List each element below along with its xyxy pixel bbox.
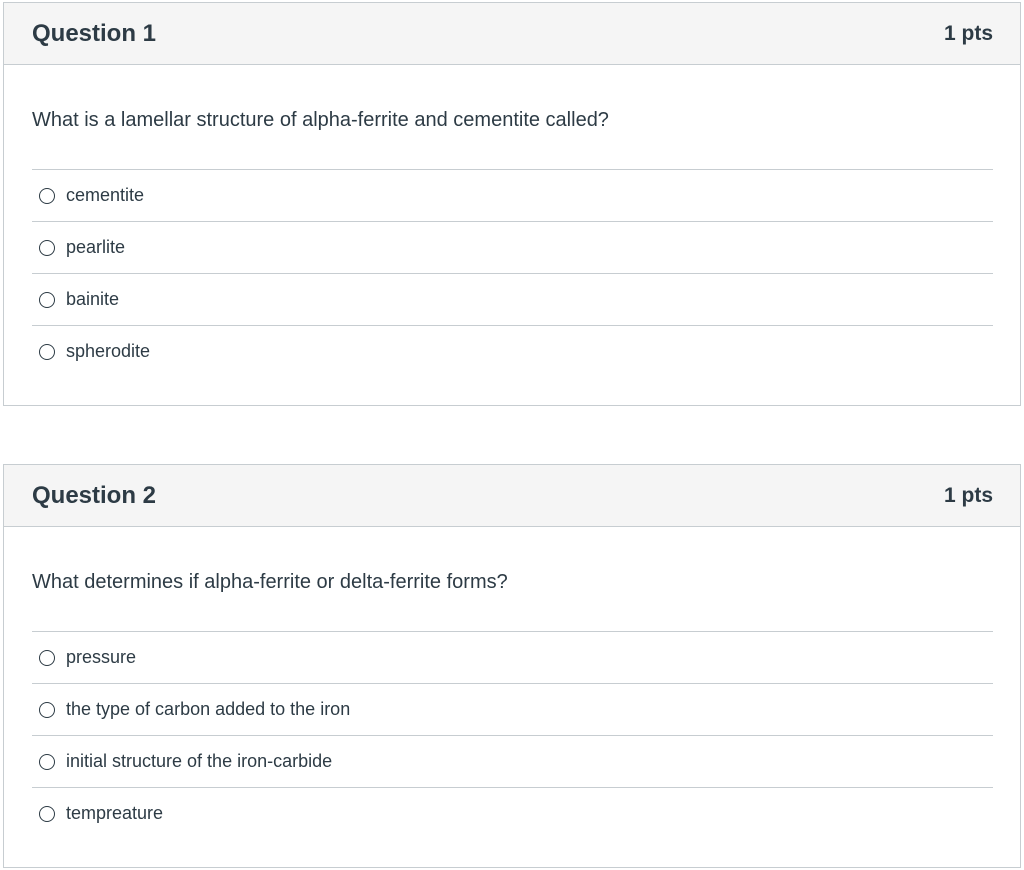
answer-option-spherodite[interactable] [32,326,993,377]
question-body [4,65,1020,377]
answer-option-bainite[interactable] [32,274,993,326]
question-text: What is a lamellar structure of alpha-ferrite and cementite called? [32,65,993,170]
answer-label[interactable]: the type of carbon added to the iron [66,699,351,719]
answer-option-initial-structure[interactable] [32,736,993,788]
answer-label[interactable]: bainite [66,289,120,309]
answer-list [32,170,993,377]
answer-list [32,632,993,839]
answer-option-tempreature[interactable] [32,788,993,839]
radio-button[interactable] [39,702,55,718]
radio-button[interactable] [39,188,55,204]
radio-button[interactable] [39,344,55,360]
answer-option-pressure[interactable] [32,632,993,684]
question-title: Question 1 [32,19,157,47]
question-card-1 [3,2,1021,406]
question-card-2 [3,464,1021,868]
answer-label[interactable]: spherodite [66,341,151,361]
answer-label[interactable]: pearlite [66,237,126,257]
answer-label[interactable]: initial structure of the iron-carbide [66,751,333,771]
question-title: Question 2 [32,481,157,509]
answer-label[interactable]: tempreature [66,803,164,823]
question-body [4,527,1020,839]
question-header [4,3,1020,65]
answer-label[interactable]: pressure [66,647,137,667]
radio-button[interactable] [39,754,55,770]
question-header [4,465,1020,527]
question-points: 1 pts [943,21,993,45]
answer-label[interactable]: cementite [66,185,145,205]
radio-button[interactable] [39,292,55,308]
radio-button[interactable] [39,806,55,822]
radio-button[interactable] [39,240,55,256]
answer-option-carbon-type[interactable] [32,684,993,736]
question-text: What determines if alpha-ferrite or delta-ferrite forms? [32,527,993,632]
question-points: 1 pts [943,483,993,507]
radio-button[interactable] [39,650,55,666]
answer-option-pearlite[interactable] [32,222,993,274]
answer-option-cementite[interactable] [32,170,993,222]
